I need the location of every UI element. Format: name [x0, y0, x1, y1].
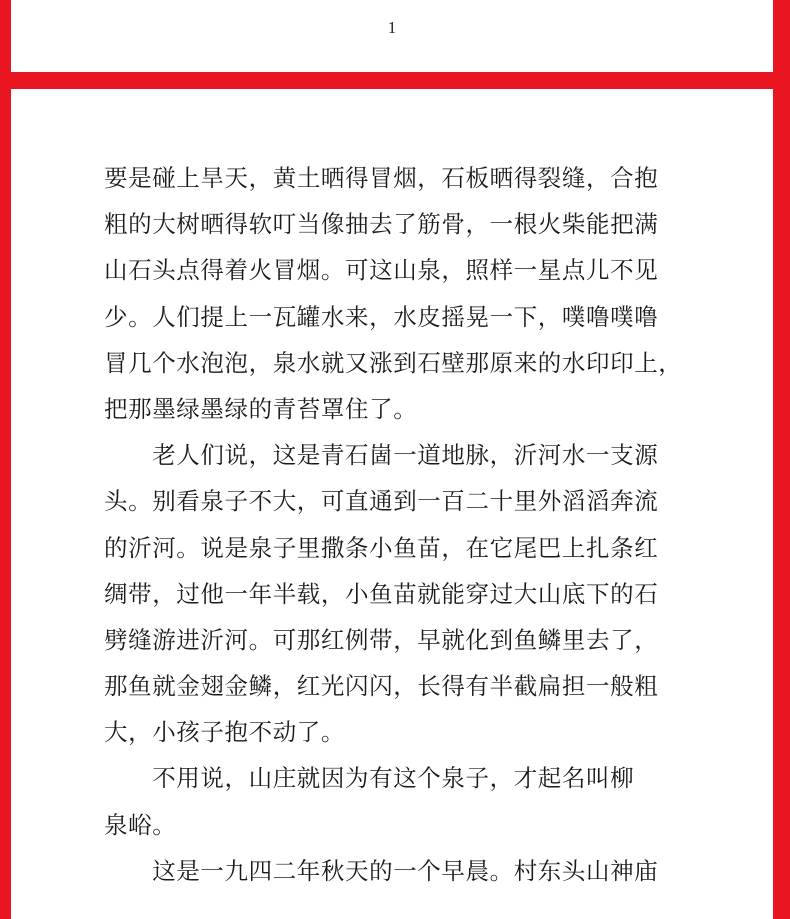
text-line: 把那墨绿墨绿的青苔罩住了。 [104, 394, 418, 423]
text-line: 的沂河。说是泉子里撒条小鱼苗，在它尾巴上扎条红 [104, 533, 659, 562]
body-text [104, 155, 714, 894]
text-line: 那鱼就金翅金鳞，红光闪闪，长得有半截扁担一般粗 [104, 672, 659, 701]
text-line: 粗的大树晒得软叮当像抽去了筋骨，一根火柴能把满 [104, 210, 659, 239]
text-line: 山石头点得着火冒烟。可这山泉，照样一星点儿不见 [104, 256, 659, 285]
text-line: 绸带，过他一年半载，小鱼苗就能穿过大山底下的石 [104, 579, 659, 608]
text-line: 劈缝游进沂河。可那红例带，早就化到鱼鳞里去了， [104, 625, 659, 654]
text-line: 老人们说，这是青石崮一道地脉，沂河水一支源 [104, 441, 659, 470]
text-line: 冒几个水泡泡，泉水就又涨到石壁那原来的水印印上， [104, 348, 683, 377]
page-number: 1 [387, 18, 397, 37]
text-line: 头。别看泉子不大，可直通到一百二十里外滔滔奔流 [104, 487, 659, 516]
text-line: 不用说，山庄就因为有这个泉子，才起名叫柳 [104, 764, 635, 793]
page-body [11, 89, 773, 919]
text-line: 这是一九四二年秋天的一个早晨。村东头山神庙 [104, 856, 659, 885]
text-line: 少。人们提上一瓦罐水来，水皮摇晃一下，噗噜噗噜 [104, 302, 659, 331]
text-line: 泉峪。 [104, 810, 177, 839]
text-line: 大，小孩子抱不动了。 [104, 718, 345, 747]
page-header-area [11, 0, 773, 72]
text-line: 要是碰上旱天，黄土晒得冒烟，石板晒得裂缝，合抱 [104, 164, 659, 192]
